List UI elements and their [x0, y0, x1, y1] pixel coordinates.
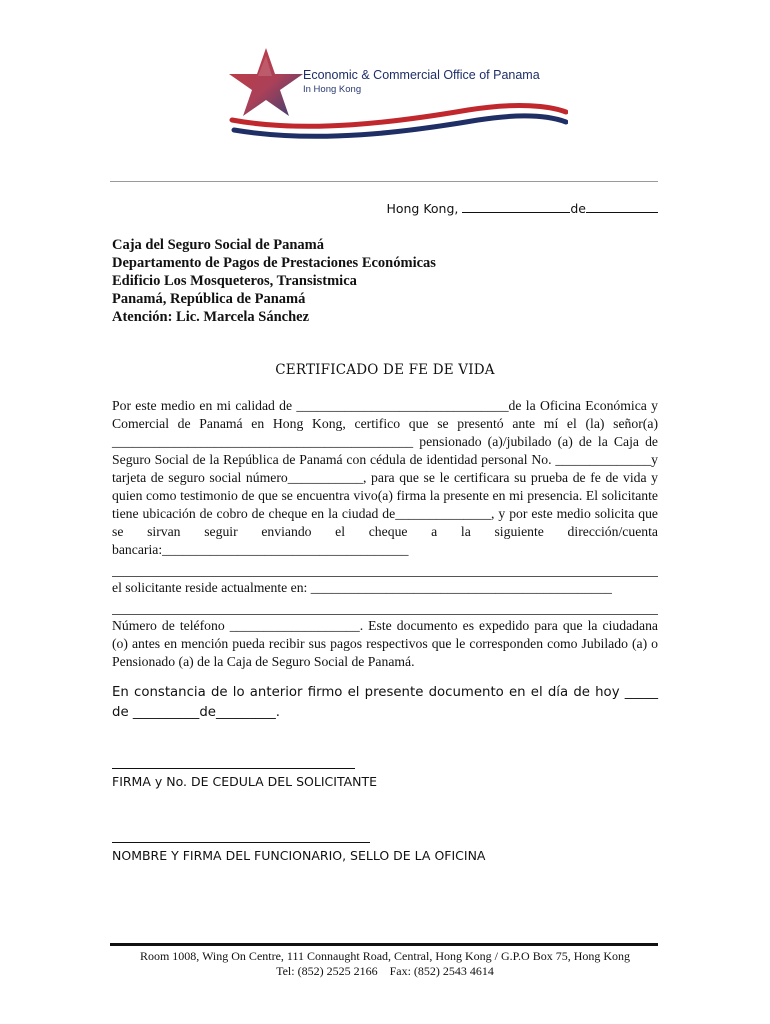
date-blank-day — [462, 200, 570, 213]
recipient-address — [112, 236, 436, 326]
address-line: Departamento de Pagos de Prestaciones Económicas — [112, 255, 436, 271]
date-place: Hong Kong, — [386, 201, 459, 216]
body-paragraph: Por este medio en mi calidad de _______________________________de la Oficina Económica y Comercial de Panamá en Hong Kong, certifico que se presentó ante mí el (la) señor(a) ____________________________________________ pensionado (a)/jubilado (a) de la Caja de Seguro Social de la República de Panamá con cédula de identidad personal No. ______________y tarjeta de seguro social número___________, para que se le certificara su prueba de fe de vida y quien como testimonio de que se encuentra vivo(a) firma la presente en mi presencia. El solicitante tiene ubicación de cobro de cheque en la ciudad de______________, y por este medio solicita que se sirvan seguir enviando el cheque a la siguiente dirección/cuenta bancaria:____________________________________ — [112, 398, 658, 557]
footer-divider — [110, 943, 658, 946]
office-name: Economic & Commercial Office of Panama — [303, 68, 540, 82]
residence-line: el solicitante reside actualmente en: ____________________________________________ — [112, 580, 612, 595]
address-line: Caja del Seguro Social de Panamá — [112, 237, 324, 253]
office-logo — [228, 46, 568, 146]
blank-line — [112, 559, 658, 577]
document-title: CERTIFICADO DE FE DE VIDA — [275, 362, 495, 378]
official-signature-line — [112, 842, 370, 843]
certificate-body — [112, 397, 658, 671]
address-line: Atención: Lic. Marcela Sánchez — [112, 309, 310, 325]
date-blank-month — [586, 200, 658, 213]
date-line — [386, 200, 658, 216]
header-divider — [110, 181, 658, 182]
official-signature-label: NOMBRE Y FIRMA DEL FUNCIONARIO, SELLO DE LA OFICINA — [112, 848, 486, 863]
blank-line — [112, 597, 658, 615]
date-connector: de — [570, 201, 586, 216]
applicant-signature-label: FIRMA y No. DE CEDULA DEL SOLICITANTE — [112, 774, 378, 789]
body-paragraph: Número de teléfono ___________________. Este documento es expedido para que la ciudadana (o) antes en mención pueda recibir sus pagos respectivos que le corresponden como Jubilado (a) o Pensionado (a) de la Caja de Seguro Social de Panamá. — [112, 618, 658, 669]
footer-address: Room 1008, Wing On Centre, 111 Connaught Road, Central, Hong Kong / G.P.O Box 75, Hong Kong — [139, 949, 631, 963]
footer-contact: Tel: (852) 2525 2166 Fax: (852) 2543 4614 — [276, 964, 494, 978]
address-line: Edificio Los Mosqueteros, Transistmica — [112, 273, 357, 289]
footer — [0, 949, 770, 979]
applicant-signature-line — [112, 768, 355, 769]
closing-statement: En constancia de lo anterior firmo el presente documento en el día de hoy _____ de __________de_________. — [112, 685, 658, 720]
office-location: In Hong Kong — [303, 84, 362, 95]
address-line: Panamá, República de Panamá — [112, 291, 306, 307]
